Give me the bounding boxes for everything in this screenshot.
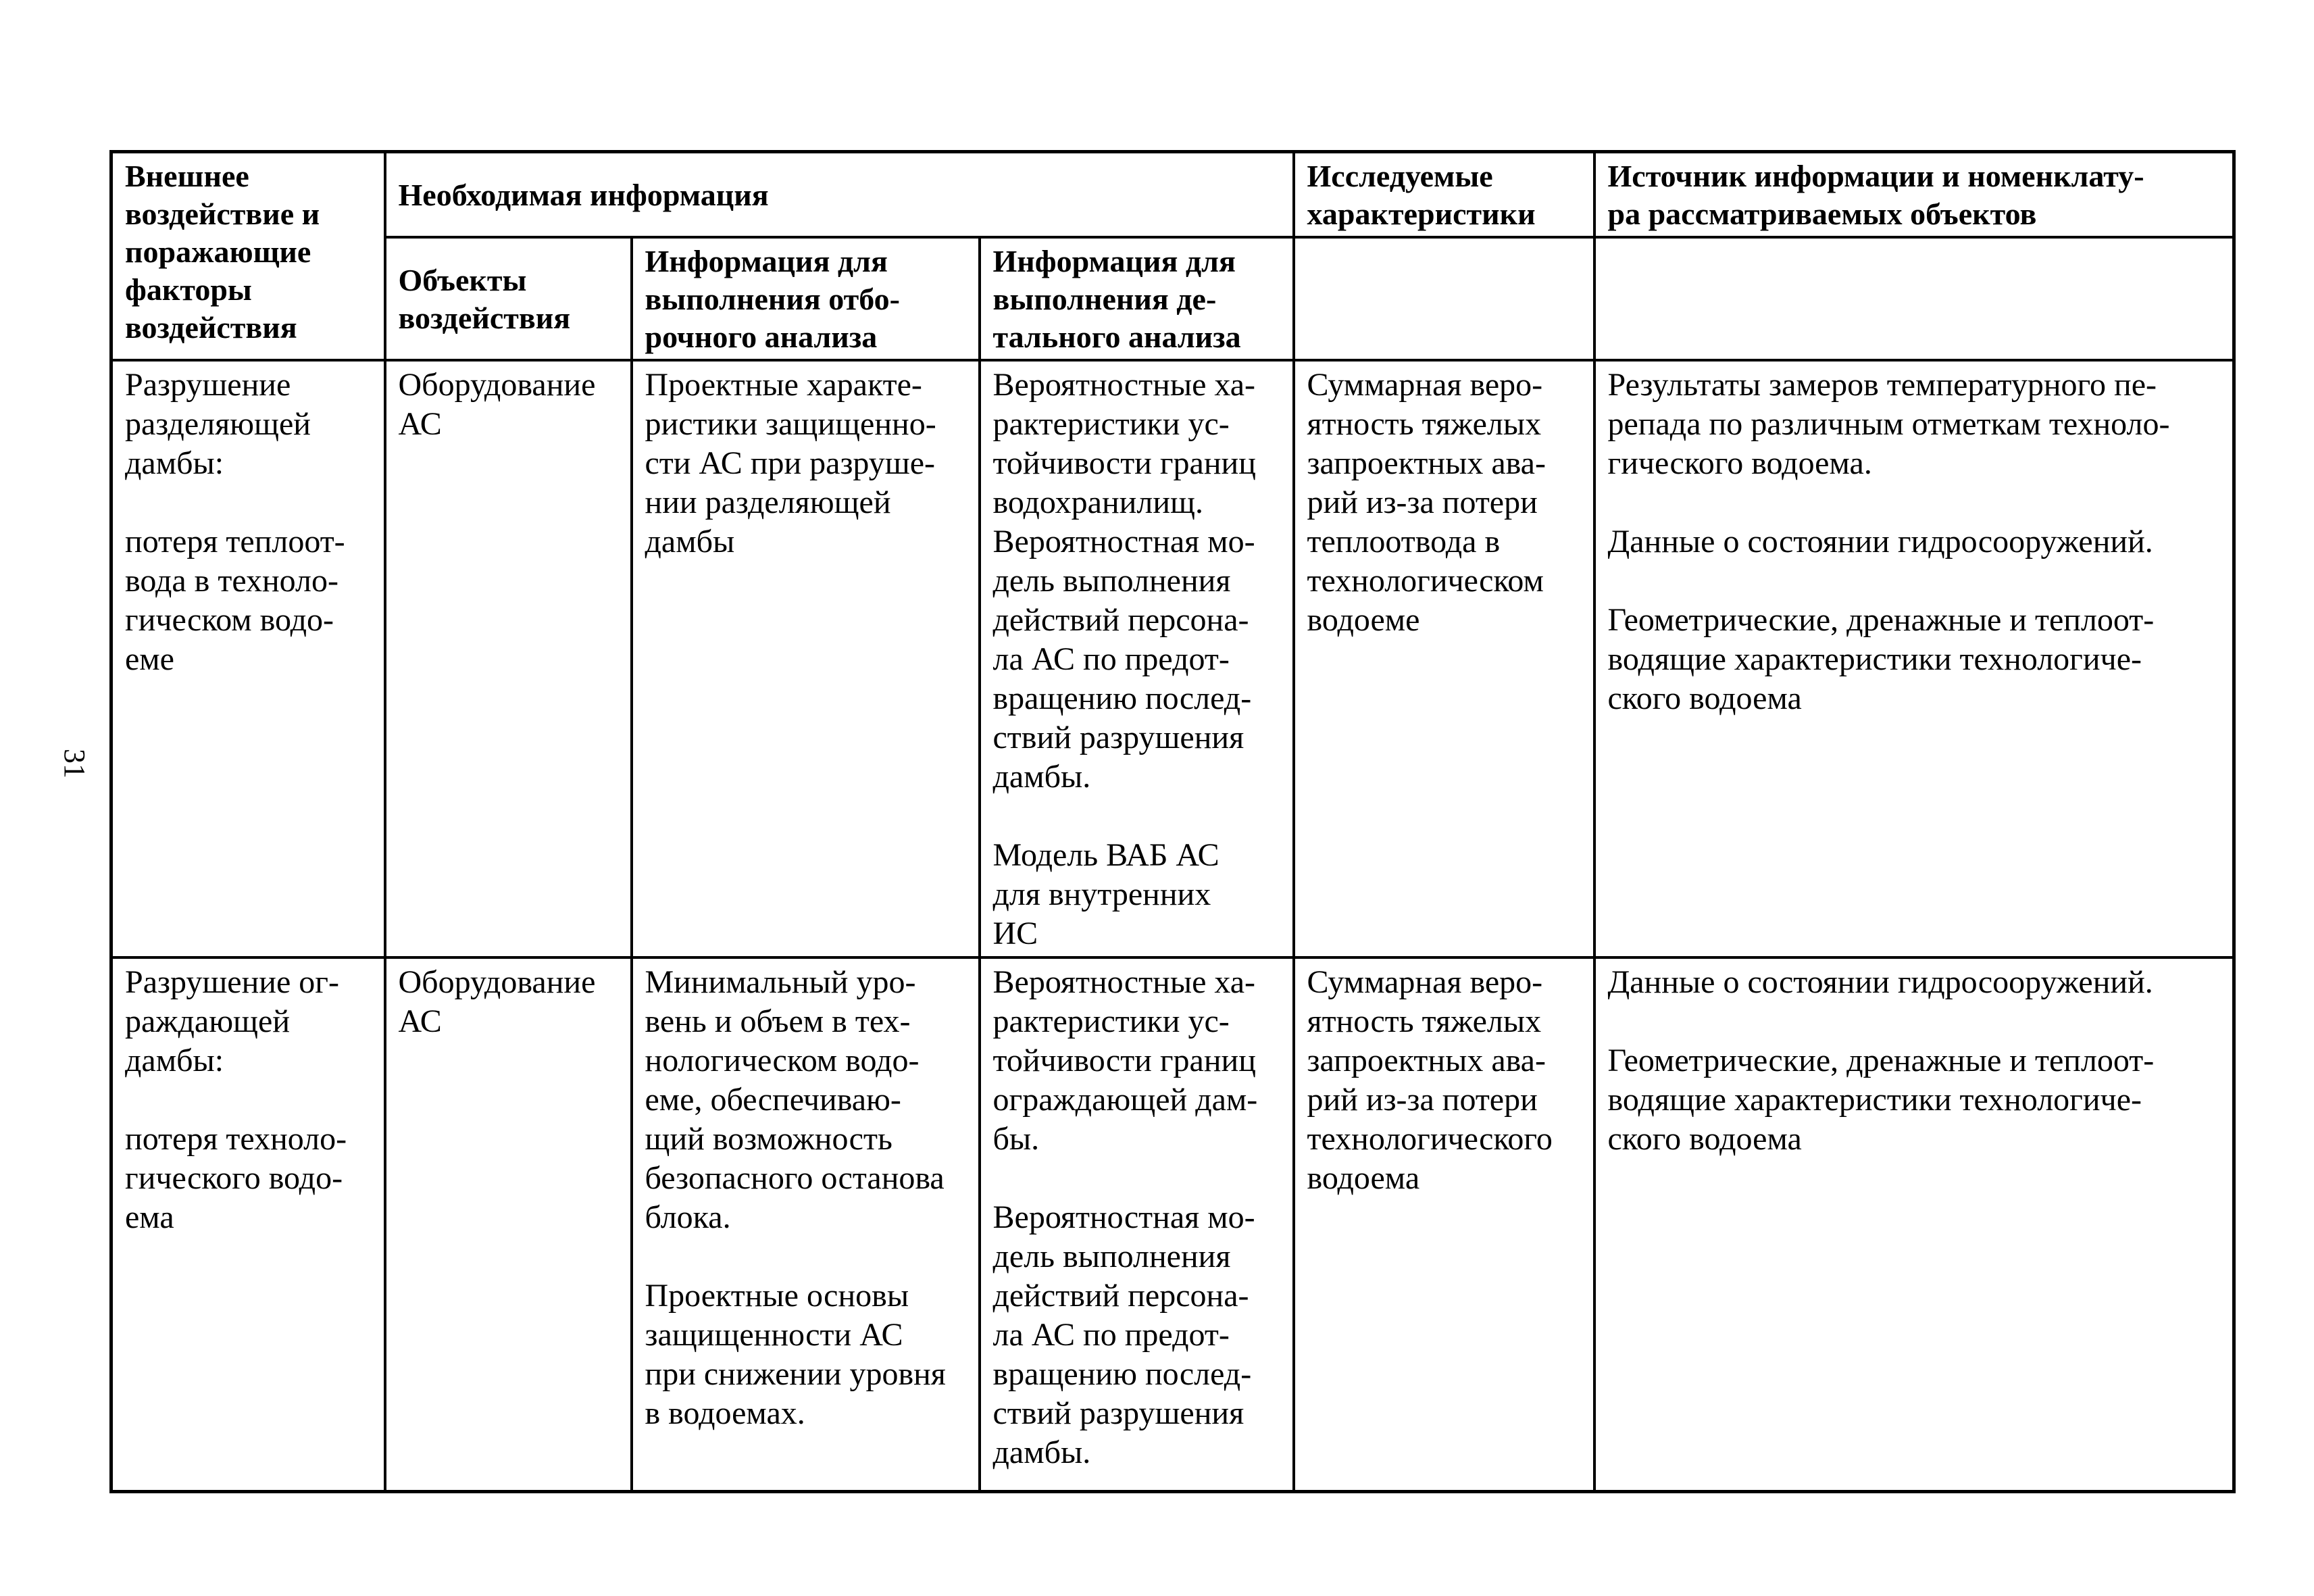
cell-text-line: ского водоема: [1607, 1121, 1802, 1157]
cell-studied: [1294, 957, 1594, 1491]
cell-text-line: еме, обеспечиваю-: [645, 1082, 901, 1118]
cell-text-line: рий из-за потери: [1307, 484, 1538, 520]
cell-text-line: Результаты замеров температурного пе-: [1607, 367, 2157, 403]
cell-text-line: вень и объем в тех-: [645, 1003, 911, 1039]
paragraph-gap: [125, 1080, 372, 1120]
cell-text-line: вращению послед-: [992, 680, 1252, 716]
cell-text-line: дамбы:: [125, 445, 224, 481]
cell-text-line: разделяющей: [125, 406, 311, 442]
cell-text-line: Оборудование: [398, 964, 596, 1000]
cell-text-line: технологического: [1307, 1121, 1553, 1157]
cell-text-line: выполнения отбо-: [645, 282, 900, 316]
cell-text-line: щий возможность: [645, 1121, 892, 1157]
cell-text-line: Суммарная веро-: [1307, 964, 1543, 1000]
cell-text-line: ского водоема: [1607, 680, 1802, 716]
cell-text-line: действий персона-: [992, 602, 1249, 638]
cell-text-line: при снижении уровня: [645, 1356, 946, 1392]
cell-text-line: Проектные характе-: [645, 367, 922, 403]
cell-text-line: сти АС при разруше-: [645, 445, 936, 481]
cell-text-line: рактеристики ус-: [992, 1003, 1230, 1039]
header-source-empty: [1594, 237, 2234, 360]
cell-object: [385, 957, 632, 1491]
cell-text-line: водящие характеристики технологиче-: [1607, 1082, 2142, 1118]
cell-text-line: Данные о состоянии гидросооружений.: [1607, 524, 2153, 559]
cell-text-line: дамбы:: [125, 1043, 224, 1078]
cell-text-line: ствий разрушения: [992, 1395, 1244, 1431]
cell-text-line: Проектные основы: [645, 1278, 909, 1314]
cell-text-line: для внутренних: [992, 876, 1211, 912]
cell-text-line: ятность тяжелых: [1307, 406, 1542, 442]
cell-text-line: водоема: [1307, 1160, 1420, 1196]
cell-text-line: тойчивости границ: [992, 445, 1256, 481]
cell-text-line: Минимальный уро-: [645, 964, 916, 1000]
cell-text-line: ИС: [992, 916, 1038, 951]
table-row: [111, 360, 2234, 957]
header-source: [1594, 152, 2234, 238]
cell-text-line: вращению послед-: [992, 1356, 1252, 1392]
cell-text-line: рочного анализа: [645, 320, 878, 354]
cell-text-line: ограждающей дам-: [992, 1082, 1258, 1118]
cell-text-line: потеря техноло-: [125, 1121, 347, 1157]
cell-text-line: бы.: [992, 1121, 1040, 1157]
paragraph-gap: [1608, 1002, 2221, 1041]
cell-text-line: Модель ВАБ АС: [992, 837, 1219, 873]
cell-text-line: потеря теплоот-: [125, 524, 345, 559]
cell-source: [1594, 360, 2234, 957]
cell-text-line: воздействия: [398, 301, 571, 335]
cell-text-line: ла АС по предот-: [992, 1317, 1230, 1353]
cell-screening: [632, 957, 980, 1491]
cell-text-line: Информация для: [992, 244, 1236, 278]
cell-text-line: водящие характеристики технологиче-: [1607, 641, 2142, 677]
cell-text-line: Данные о состоянии гидросооружений.: [1607, 964, 2153, 1000]
header-row-2: [111, 237, 2234, 360]
cell-text-line: Суммарная веро-: [1307, 367, 1543, 403]
cell-text-line: Объекты: [398, 263, 527, 297]
cell-text-line: дель выполнения: [992, 1239, 1231, 1274]
cell-text-line: ла АС по предот-: [992, 641, 1230, 677]
cell-factor: [111, 957, 385, 1491]
cell-text-line: водохранилищ.: [992, 484, 1203, 520]
cell-text-line: гическом водо-: [125, 602, 334, 638]
cell-text-line: Геометрические, дренажные и теплоот-: [1607, 602, 2155, 638]
paragraph-gap: [993, 797, 1280, 836]
cell-text-line: действий персона-: [992, 1278, 1249, 1314]
cell-factor: [111, 360, 385, 957]
cell-detailed: [980, 957, 1294, 1491]
paragraph-gap: [1608, 483, 2221, 522]
header-detailed: [980, 237, 1294, 360]
header-row-1: [111, 152, 2234, 238]
cell-text-line: ристики защищенно-: [645, 406, 936, 442]
cell-text-line: блока.: [645, 1199, 731, 1235]
header-studied-empty: [1294, 237, 1594, 360]
paragraph-gap: [645, 1237, 966, 1276]
cell-text-line: Исследуемые: [1307, 159, 1493, 193]
cell-text-line: Внешнее: [125, 159, 249, 193]
info-table: [109, 150, 2236, 1493]
cell-text-line: тойчивости границ: [992, 1043, 1256, 1078]
cell-text-line: технологическом: [1307, 563, 1544, 599]
cell-text-line: теплоотвода в: [1307, 524, 1501, 559]
header-required-info: Необходимая информация: [385, 152, 1294, 238]
cell-text-line: рий из-за потери: [1307, 1082, 1538, 1118]
cell-text-line: Оборудование: [398, 367, 596, 403]
paragraph-gap: [125, 483, 372, 522]
cell-text-line: гического водо-: [125, 1160, 343, 1196]
cell-text-line: Источник информации и номенклату-: [1607, 159, 2144, 193]
header-objects: [385, 237, 632, 360]
cell-text-line: АС: [398, 406, 442, 442]
page-number: 31: [58, 749, 91, 778]
cell-text-line: защищенности АС: [645, 1317, 903, 1353]
cell-text-line: дамбы: [645, 524, 735, 559]
cell-text-line: раждающей: [125, 1003, 291, 1039]
cell-text-line: ра рассматриваемых объектов: [1607, 197, 2037, 231]
cell-text-line: Вероятностная мо-: [992, 1199, 1255, 1235]
cell-text-line: выполнения де-: [992, 282, 1217, 316]
cell-text-line: воздействие и: [125, 197, 320, 231]
cell-studied: [1294, 360, 1594, 957]
cell-text-line: Вероятностная мо-: [992, 524, 1255, 559]
cell-text-line: рактеристики ус-: [992, 406, 1230, 442]
cell-screening: [632, 360, 980, 957]
cell-text-line: Вероятностные ха-: [992, 367, 1256, 403]
cell-text-line: еме: [125, 641, 174, 677]
cell-text-line: воздействия: [125, 310, 297, 345]
cell-text-line: Информация для: [645, 244, 888, 278]
cell-text-line: Разрушение ог-: [125, 964, 339, 1000]
cell-text-line: Геометрические, дренажные и теплоот-: [1607, 1043, 2155, 1078]
cell-text-line: ствий разрушения: [992, 720, 1244, 755]
cell-text-line: нологическом водо-: [645, 1043, 920, 1078]
cell-text-line: дамбы.: [992, 759, 1091, 795]
cell-text-line: дель выполнения: [992, 563, 1231, 599]
cell-text-line: гического водоема.: [1607, 445, 1872, 481]
cell-source: [1594, 957, 2234, 1491]
cell-text-line: репада по различным отметкам техноло-: [1607, 406, 2170, 442]
header-screening: [632, 237, 980, 360]
cell-text-line: тального анализа: [992, 320, 1241, 354]
cell-text-line: безопасного останова: [645, 1160, 945, 1196]
cell-text-line: поражающие: [125, 234, 311, 269]
paragraph-gap: [993, 1159, 1280, 1198]
cell-text-line: ема: [125, 1199, 174, 1235]
table-row: [111, 957, 2234, 1491]
cell-text-line: нии разделяющей: [645, 484, 891, 520]
cell-text-line: характеристики: [1307, 197, 1536, 231]
cell-text-line: ятность тяжелых: [1307, 1003, 1542, 1039]
cell-text-line: Разрушение: [125, 367, 291, 403]
cell-text-line: АС: [398, 1003, 442, 1039]
header-studied: [1294, 152, 1594, 238]
cell-text-line: вода в техноло-: [125, 563, 338, 599]
cell-object: [385, 360, 632, 957]
header-factors: [111, 152, 385, 361]
cell-text-line: дамбы.: [992, 1435, 1091, 1470]
cell-text-line: в водоемах.: [645, 1395, 805, 1431]
cell-text-line: факторы: [125, 272, 252, 307]
cell-text-line: водоеме: [1307, 602, 1420, 638]
cell-text-line: запроектных ава-: [1307, 445, 1546, 481]
paragraph-gap: [1608, 562, 2221, 601]
cell-text-line: Вероятностные ха-: [992, 964, 1256, 1000]
cell-text-line: запроектных ава-: [1307, 1043, 1546, 1078]
cell-detailed: [980, 360, 1294, 957]
